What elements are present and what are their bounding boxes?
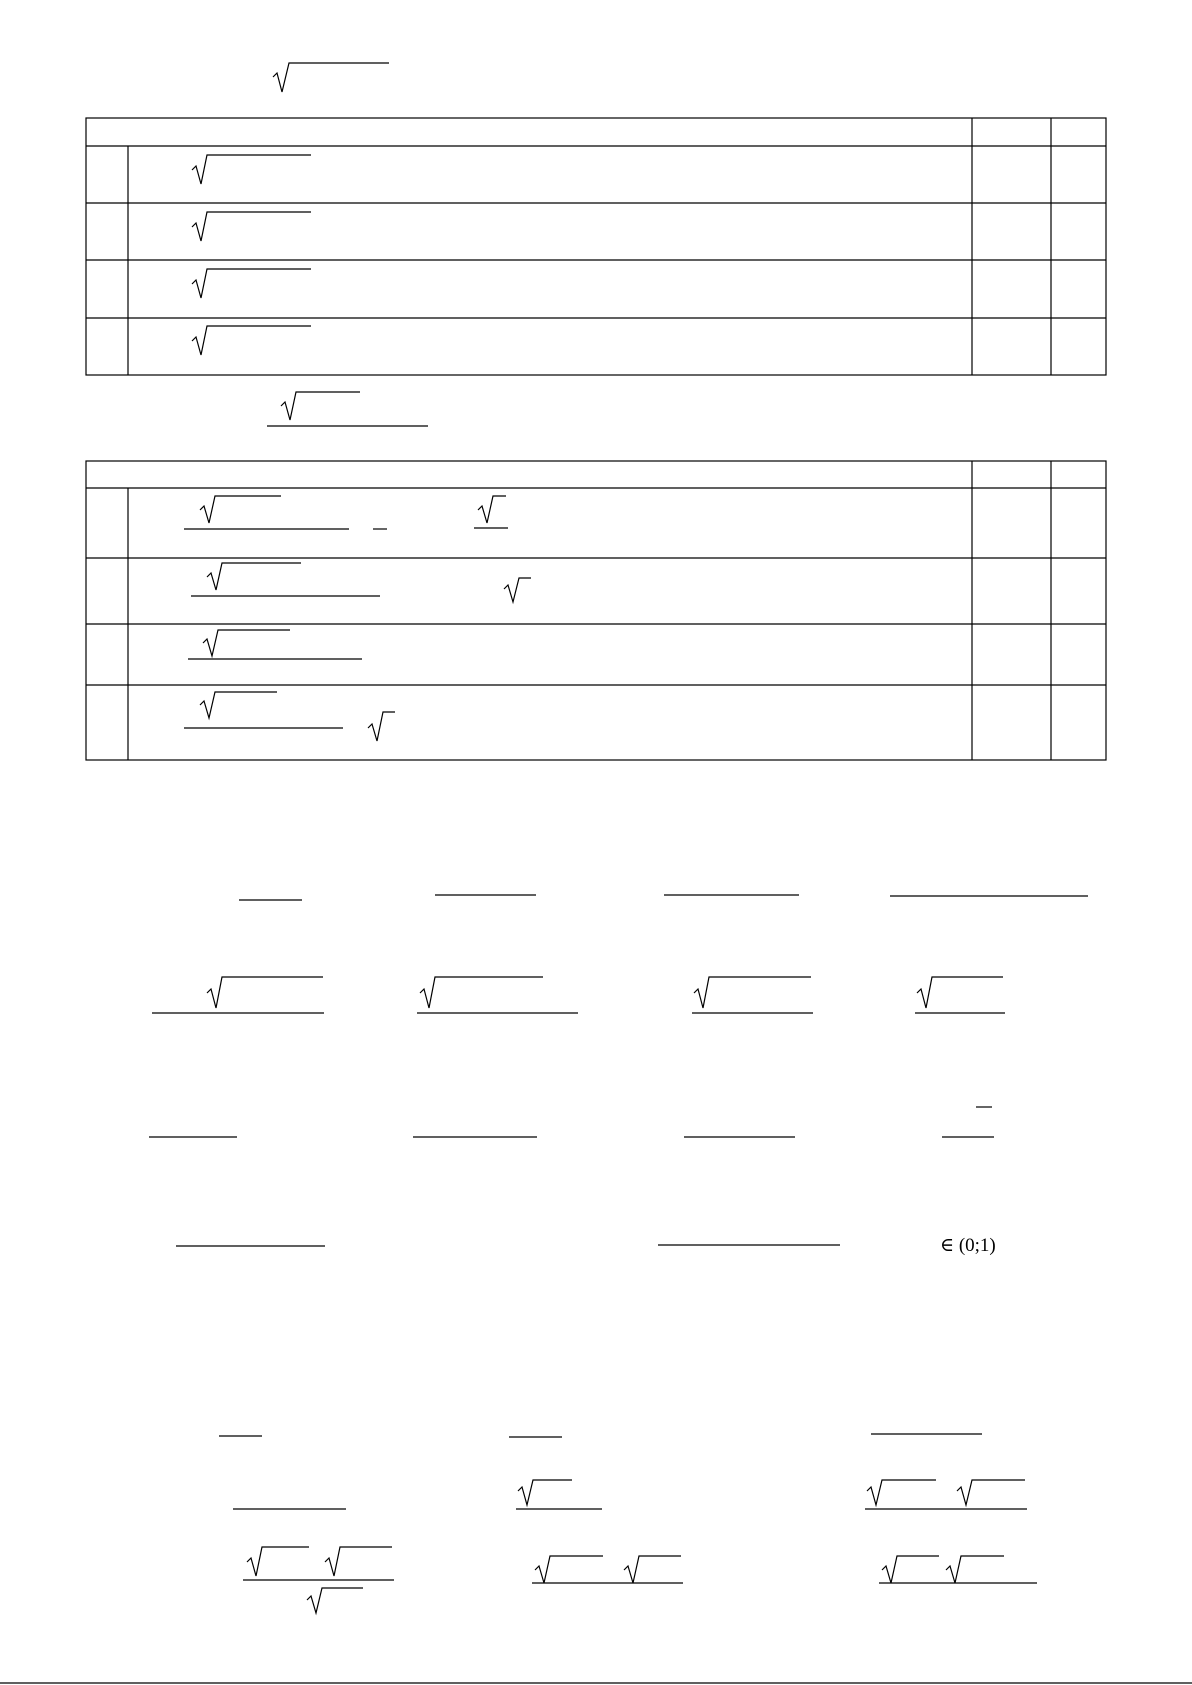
- radical-sign: [192, 212, 311, 241]
- radical-sign: [504, 578, 531, 602]
- radical-sign: [307, 1588, 363, 1613]
- radical-sign: [867, 1480, 936, 1505]
- question-3-options-row-2: [152, 977, 1005, 1013]
- radical-sign: [200, 496, 281, 523]
- question-1-stem: [273, 63, 389, 92]
- radical-sign: [946, 1556, 1004, 1583]
- answer-table-1: [86, 118, 1106, 375]
- interval-expression: ∈ (0;1): [940, 1235, 996, 1256]
- table-1-option-a: [192, 155, 311, 184]
- answer-table-2: [86, 461, 1106, 760]
- table-2-option-c: [188, 630, 362, 659]
- table-2-option-d: [184, 692, 395, 741]
- table-2-option-a: [184, 496, 508, 529]
- radical-sign: [518, 1480, 572, 1505]
- table-2-border: [86, 461, 1106, 760]
- radical-sign: [694, 977, 811, 1008]
- radical-sign: [192, 269, 311, 298]
- radical-sign: [420, 977, 543, 1008]
- radical-sign: [535, 1556, 603, 1583]
- question-4-options-row-1: [219, 1434, 982, 1437]
- question-3-options-row-4: [176, 1245, 840, 1246]
- table-1-option-d: [192, 326, 311, 355]
- radical-sign: [203, 630, 290, 656]
- table-1-option-b: [192, 212, 311, 241]
- question-2-stem: [267, 392, 428, 426]
- radical-sign: [192, 155, 311, 184]
- radical-sign: [192, 326, 311, 355]
- radical-sign: [624, 1556, 681, 1583]
- table-2-option-b: [191, 563, 531, 602]
- radical-sign: [273, 63, 389, 92]
- radical-sign: [247, 1547, 309, 1576]
- question-3-options-row-1: [239, 895, 1088, 900]
- radical-sign: [207, 563, 301, 590]
- radical-sign: [281, 392, 360, 420]
- radical-sign: [957, 1480, 1025, 1505]
- question-4-options-row-3: [243, 1547, 1037, 1613]
- question-3-options-row-3: [149, 1107, 994, 1137]
- table-1-option-c: [192, 269, 311, 298]
- radical-sign: [207, 977, 323, 1008]
- radical-sign: [325, 1547, 392, 1576]
- radical-sign: [917, 977, 1003, 1008]
- radical-sign: [882, 1556, 939, 1583]
- table-1-border: [86, 118, 1106, 375]
- radical-sign: [478, 496, 506, 523]
- radical-sign: [368, 712, 395, 741]
- question-4-options-row-2: [233, 1480, 1027, 1509]
- radical-sign: [200, 692, 277, 718]
